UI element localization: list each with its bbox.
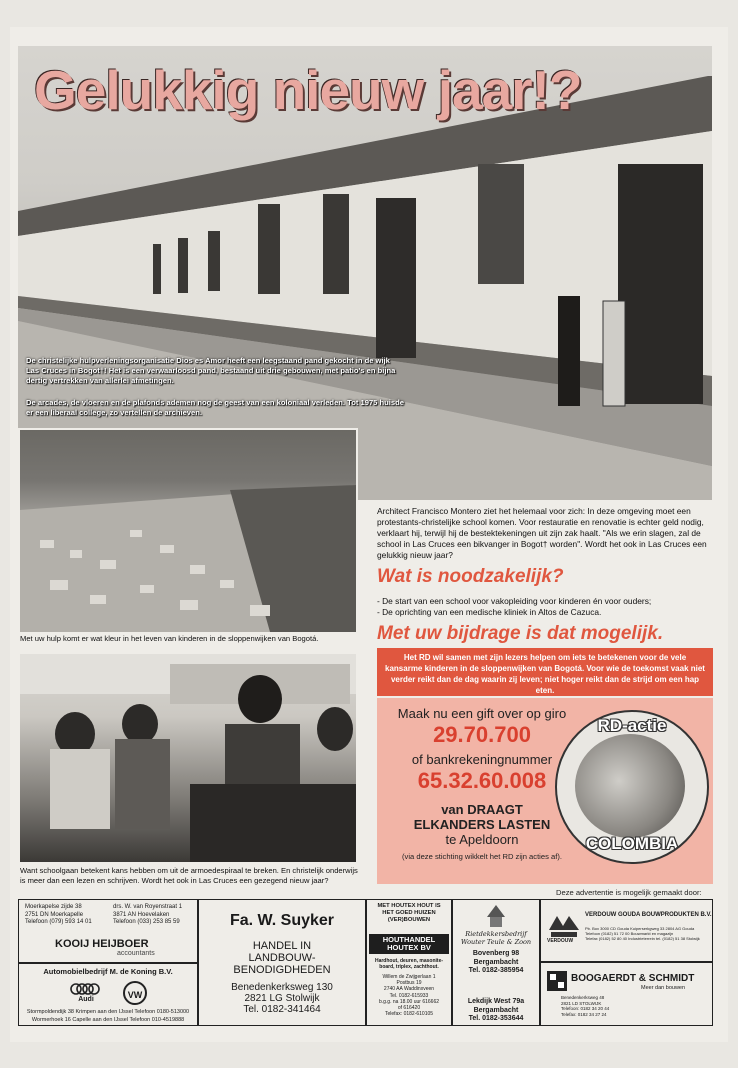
vw-logo: VW [123, 981, 147, 1005]
verdouw-logo-icon [549, 908, 579, 938]
audi-logo [69, 981, 103, 1007]
intro-text: Architect Francisco Montero ziet het helemaal voor zich: In deze omgeving moet een protestants-christelijke school komen. Voor restauratie en renovatie is echter geld nodig, verklaart hij, terwijl hij de bestektekeningen uit zijn zak haalt. "Als we erin slagen, zal de school in Las Cruces een bikvanger in Bogot† worden". Wordt het ook in Las Cruces een gelukkig nieuw jaar? [377, 506, 707, 560]
bank-number: 65.32.60.008 [417, 768, 547, 793]
rd-actie-colombia-badge [555, 710, 709, 864]
boogaerdt-name: BOOGAERDT & SCHMIDT [571, 973, 695, 984]
rietdekker-icon [487, 905, 505, 927]
kooij-sub: accountants [117, 950, 155, 957]
boogaerdt-logo-icon [547, 971, 567, 991]
photo2-caption: Met uw hulp komt er wat kleur in het leven van kinderen in de sloppenwijken van Bogotá. [20, 634, 319, 643]
ad-de-koning [18, 963, 198, 1026]
photo1-caption-1: De christelijke hulpverleningsorganisatie Dios es Amor heeft een leegstaand pand gekocht in de wijk Las Cruces in Bogot†! Het is een verwaarloosd pand, bestaand uit drie gebouwen, met patio's en bijna dertig vertrekken van allerlei afmetingen. [26, 356, 396, 385]
badge-bottom-text: COLOMBIA [585, 834, 679, 853]
need-item-1: - De start van een school voor vakopleiding voor kinderen én voor ouders; [377, 596, 652, 606]
kooij-address-2: drs. W. van Royenstraat 1 3871 AN Hoevelaken Telefoon (033) 253 85 59 [113, 904, 183, 925]
org-line-1: van DRAAGT [441, 802, 523, 817]
suyker-address: Benedenkerksweg 130 2821 LG Stolwijk Tel. 0182-341464 [231, 982, 333, 1015]
koning-address: Stormpoldendijk 38 Krimpen aan den IJssel Telefoon 0180-513000 Wormerhoek 16 Capelle aan den IJssel Telefoon 010-4519888 [26, 1009, 190, 1023]
headline: Gelukkig nieuw jaar!? [34, 59, 582, 121]
ad-suyker [198, 899, 366, 1026]
bank-intro: of bankrekeningnummer [411, 752, 553, 767]
suyker-name: Fa. W. Suyker [229, 912, 335, 929]
need-item-2: - De oprichting van een medische kliniek in Altos de Cazuca. [377, 607, 602, 617]
org-line-3: te Apeldoorn [445, 832, 519, 847]
photo-classroom [18, 652, 358, 864]
houtex-address: Willem de Zwijgerlaan 1 Postbus 19 2740 AA Waddinxveen Tel. 0182-615933 b.g.g. na 18.00 uur 616662 of 616420 Telefax: 0182-610105 [378, 974, 440, 1018]
boogaerdt-sub: Meer dan bouwen [641, 985, 686, 991]
giro-number: 29.70.700 [433, 722, 531, 747]
koning-name: Automobielbedrijf M. de Koning B.V. [43, 967, 173, 976]
photo3-caption: Want schoolgaan betekent kans hebben om uit de armoedespiraal te breken. En christelijk onderwijs is meer dan een lezen en schrijven. Wordt het ook in Las Cruces een gezegend nieuw jaar? [20, 866, 358, 885]
audi-label: Audi [78, 996, 94, 1003]
photo-slums [18, 428, 358, 634]
ad-boogaerdt-schmidt [540, 962, 713, 1026]
verdouw-address: Pb. Box 3000 CD Gouda Kuiperserkgweg 33 2804 AG Gouda Telefoon (0182) 51 72 00 Bouwmarkt en magazijn Telefax (0182) 52 80 40 Industrieterrein tel. (0182) 51 38 Stolwijk [585, 926, 700, 941]
houtex-description: Hardhout, deuren, masonite- board, triplex, zachthout. [374, 958, 444, 970]
ad-kooij-heijboer [18, 899, 198, 963]
verdouw-name: VERDOUW GOUDA BOUWPRODUKTEN B.V. [585, 912, 712, 918]
rietdekker-address-2: Lekdijk West 79a Bergambacht Tel. 0182-353644 [467, 998, 525, 1022]
boogaerdt-address: Benedenkerksweg 48 2821 LD STOLWIJK Telefoon: 0182 34 20 44 Telefax: 0182 34 27 24 [561, 995, 610, 1017]
houtex-logo: HOUTHANDEL HOUTEX BV [369, 934, 449, 954]
sponsor-line: Deze advertentie is mogelijk gemaakt door: [556, 888, 702, 897]
photo1-caption-2: De arcades, de vloeren en de plafonds ademen nog de geest van een koloniaal verleden. Tot 1975 huisde er een liberaal college, zo vertellen de archieven. [26, 398, 404, 417]
badge-top-text: RD-actie [597, 716, 667, 735]
rietdekker-script: Rietdekkersbedrijf Wouter Teule & Zoon [460, 930, 532, 946]
houtex-tagline: MET HOUTEX HOUT IS HET GOED HUIZEN (VER)BOUWEN [377, 903, 441, 923]
kooij-address-1: Moerkapelse zijde 38 2751 DN Moerkapelle Telefoon (079) 593 14 01 [25, 904, 92, 925]
need-heading: Wat is noodzakelijk? [377, 566, 564, 587]
giro-intro: Maak nu een gift over op giro [397, 706, 567, 721]
rietdekker-address-1: Bovenberg 98 Bergambacht Tel. 0182-385954 [468, 950, 524, 974]
org-line-2: ELKANDERS LASTEN [413, 817, 551, 832]
ad-rietdekkersbedrijf [452, 899, 540, 1026]
verdouw-logo-text: VERDOUW [547, 938, 574, 944]
ad-verdouw [540, 899, 713, 962]
donation-box [377, 698, 713, 884]
suyker-description: HANDEL IN LANDBOUW- BENODIGDHEDEN [233, 940, 331, 976]
ad-houtex [366, 899, 452, 1026]
badge-photo [575, 734, 685, 838]
org-note: (via deze stichting wikkelt het RD zijn acties af). [402, 852, 562, 861]
kooij-logo: KOOIJ HEIJBOER [55, 938, 149, 950]
appeal-box: Het RD wil samen met zijn lezers helpen om iets te betekenen voor de vele kansarme kinderen in de sloppenwijken van Bogotá. Voor wie de toekomst vaak niet verder reikt dan de dag waarin zij leven; niet hoger reikt dan de strijd om een hap eten. [377, 648, 713, 696]
contribution-heading: Met uw bijdrage is dat mogelijk. [377, 623, 664, 644]
